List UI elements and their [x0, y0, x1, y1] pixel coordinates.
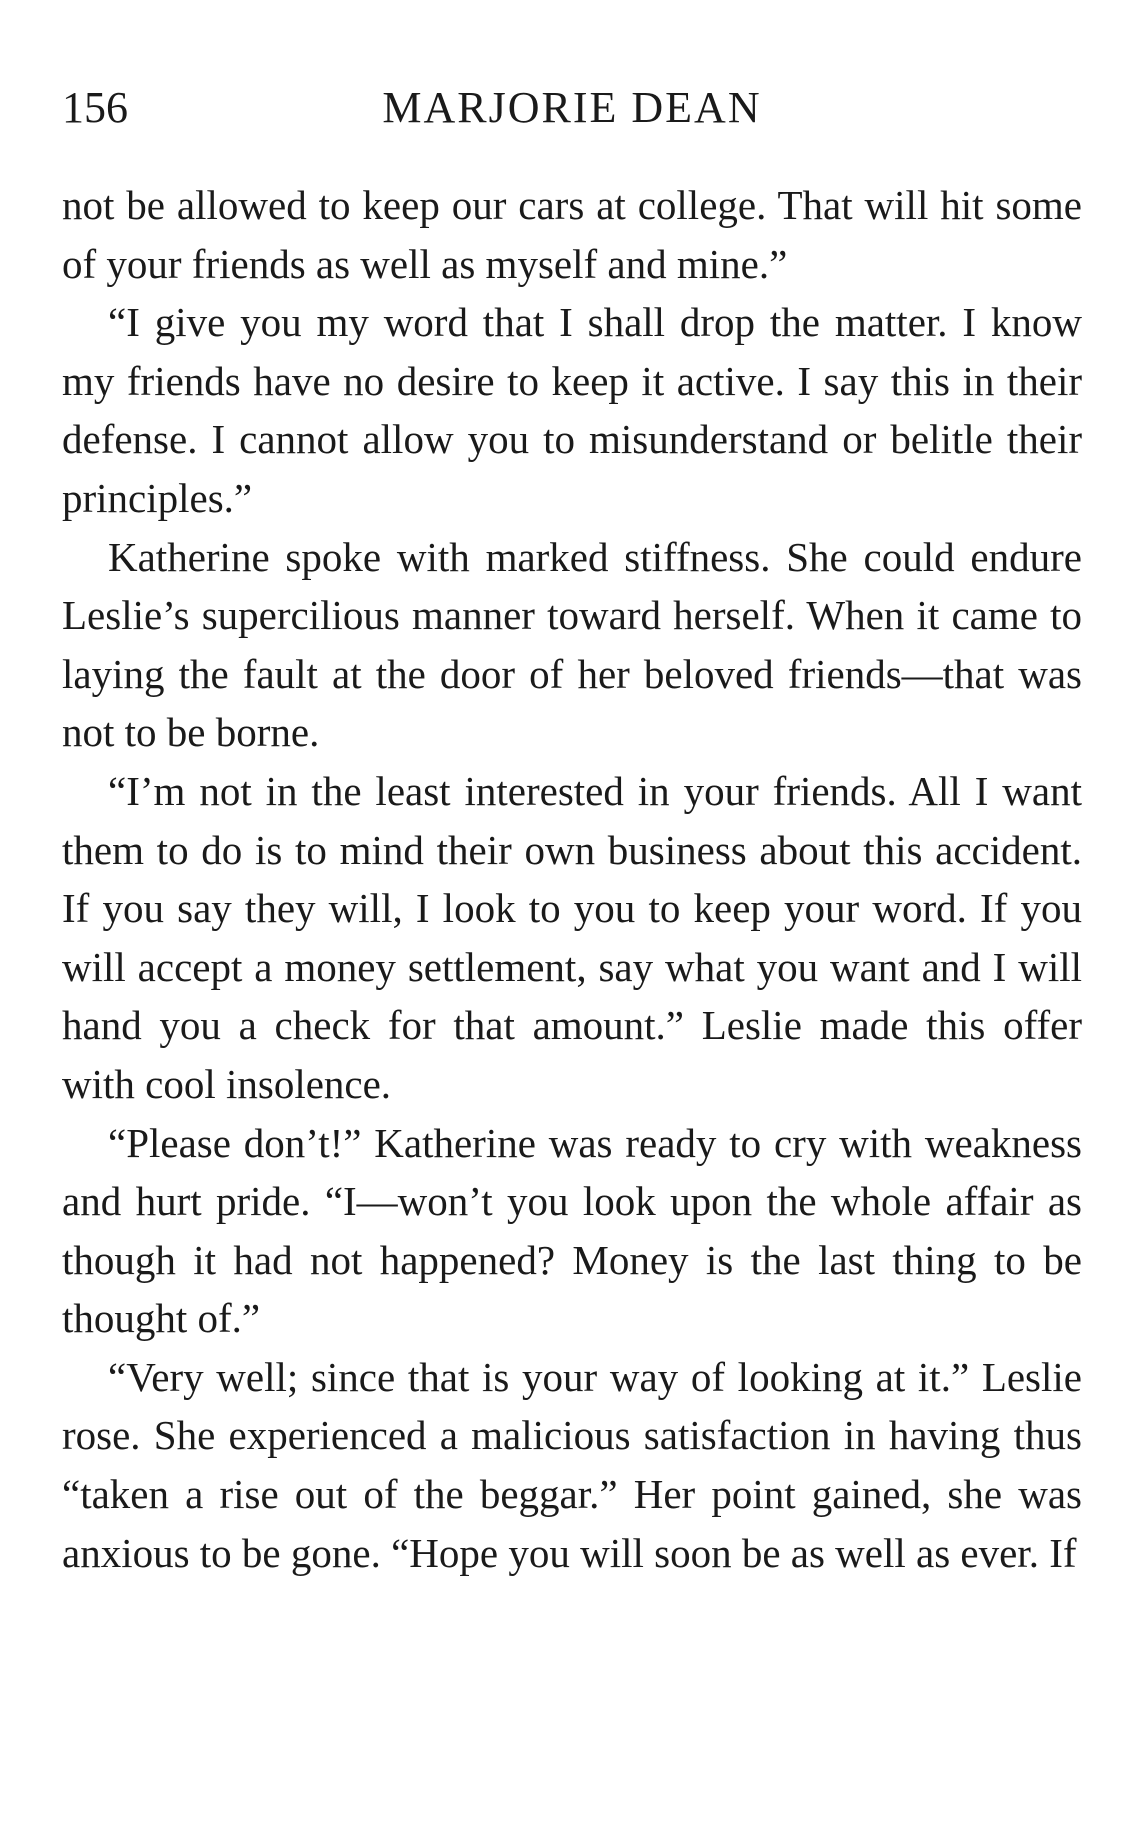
paragraph: Katherine spoke with marked stiffness. She could endure Leslie’s supercilious manner toward herself. When it came to laying the fault at the door of her beloved friends—that was not to be borne. [62, 533, 1082, 756]
paragraph: “I’m not in the least interested in your friends. All I want them to do is to mind their own business about this accident. If you say they will, I look to you to keep your word. If you will accept a money settlement, say what you want and I will hand you a check for that amount.” Leslie made this offer with cool insolence. [62, 767, 1082, 1107]
paragraph: “I give you my word that I shall drop the matter. I know my friends have no desire to keep it active. I say this in their defense. I cannot allow you to misunderstand or belitle their principles.” [62, 299, 1082, 521]
paragraph: “Very well; since that is your way of looking at it.” Leslie rose. She experienced a malicious satisfaction in having thus “taken a rise out of the beggar.” Her point gained, she was anxious to be gone. “Hope you will soon be as well as ever. If [62, 1353, 1082, 1576]
paragraph: not be allowed to keep our cars at college. That will hit some of your friends as well as myself and mine.” [62, 182, 1082, 287]
page-header [62, 78, 1082, 138]
body-text [62, 176, 1082, 1582]
paragraph: “Please don’t!” Katherine was ready to cry with weakness and hurt pride. “I—won’t you look upon the whole affair as though it had not happened? Money is the last thing to be thought of.” [62, 1119, 1082, 1342]
page-number: 156 [62, 83, 128, 132]
running-head: MARJORIE DEAN [382, 83, 762, 132]
